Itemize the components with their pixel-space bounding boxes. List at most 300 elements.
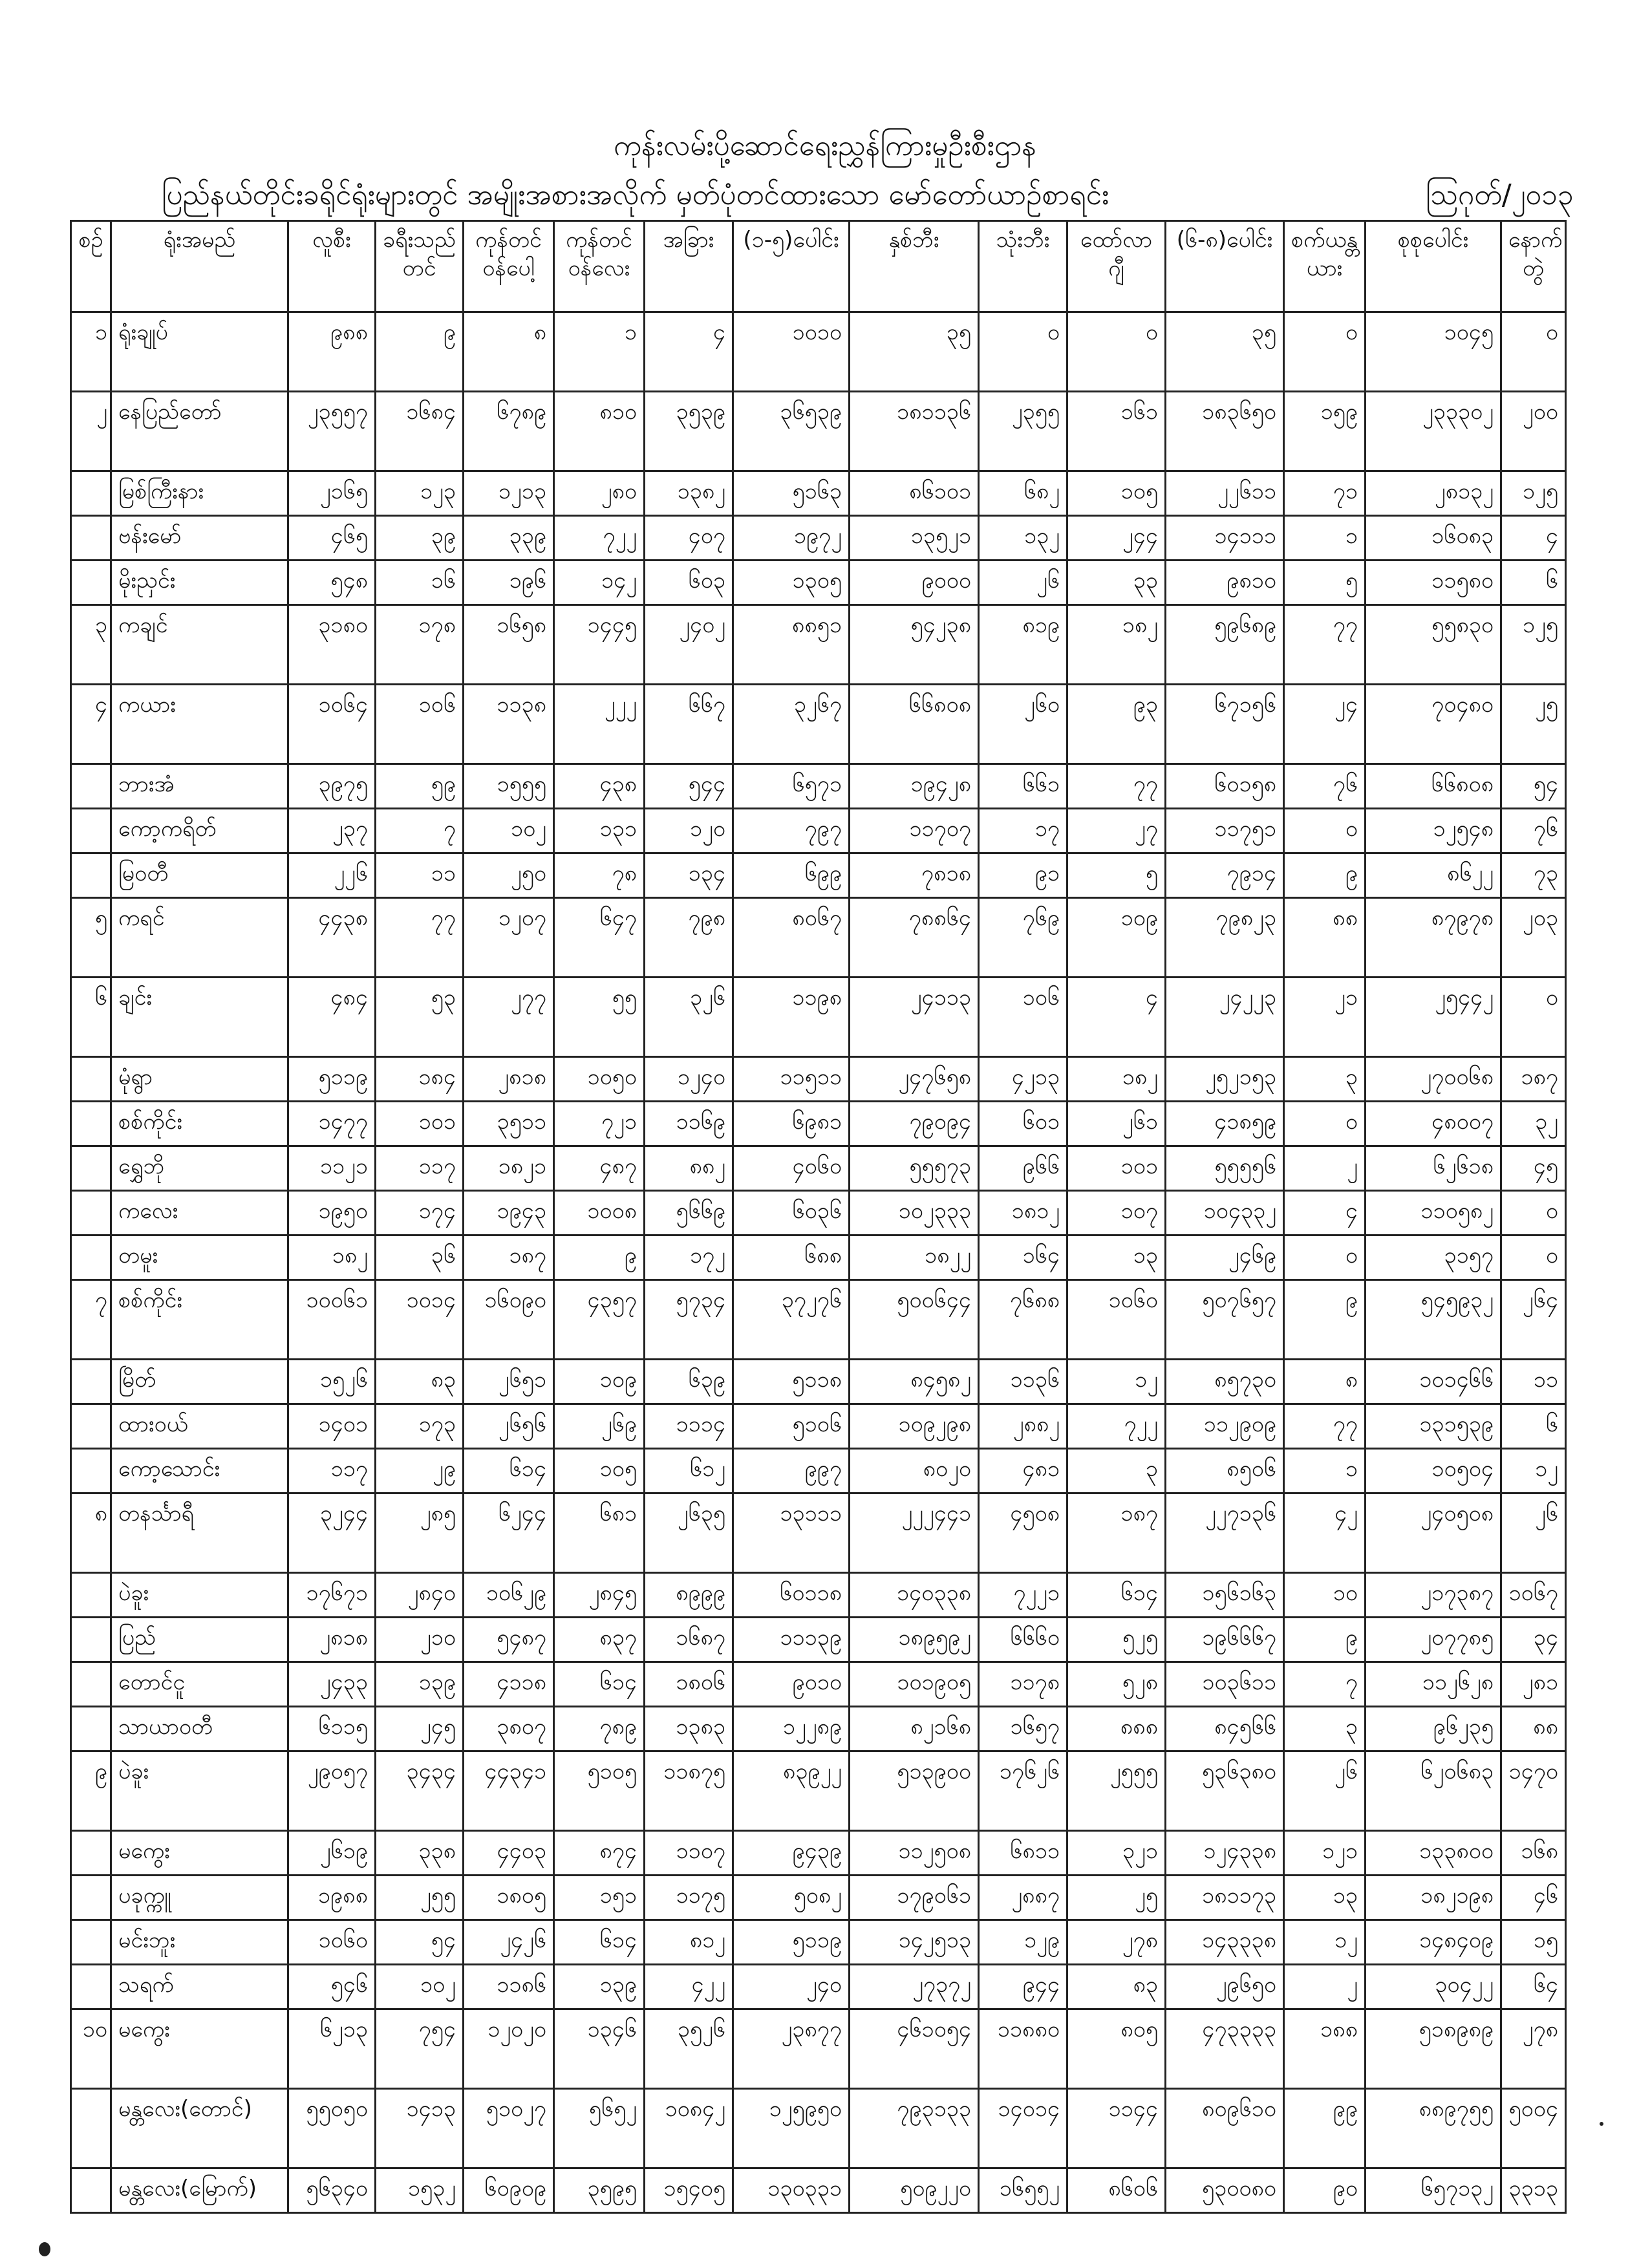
row-value-cell: ၈၇၉၇၈ xyxy=(1366,898,1501,978)
row-office-name: မင်းဘူး xyxy=(111,1920,288,1965)
table-row xyxy=(71,1831,1566,1876)
row-value-cell: ၁၄၀၃၃၈ xyxy=(850,1573,979,1618)
row-value-cell: ၉၈၁၀ xyxy=(1166,561,1284,605)
row-value-cell: ၇၉၈ xyxy=(645,898,733,978)
row-value-cell: ၅၄ xyxy=(1501,764,1566,809)
row-value-cell: ၀ xyxy=(1067,312,1166,392)
table-row xyxy=(71,809,1566,853)
row-value-cell: ၁၀၂ xyxy=(376,1965,464,2009)
row-value-cell: ၁ xyxy=(1284,516,1366,561)
row-value-cell: ၄၈၀၀၇ xyxy=(1366,1102,1501,1146)
row-value-cell: ၁၂ xyxy=(1501,1449,1566,1493)
row-value-cell: ၅၃၆၃၈၀ xyxy=(1166,1751,1284,1831)
table-row xyxy=(71,853,1566,898)
table-row xyxy=(71,1920,1566,1965)
row-value-cell: ၇၈ xyxy=(554,853,645,898)
table-row xyxy=(71,1751,1566,1831)
row-value-cell: ၀ xyxy=(1501,1236,1566,1280)
row-value-cell: ၆၈၁ xyxy=(554,1493,645,1573)
row-value-cell: ၄၃၈ xyxy=(554,764,645,809)
col-header-grand-total: စုစုပေါင်း xyxy=(1366,221,1501,312)
row-value-cell: ၁၀၆၀ xyxy=(288,1920,376,1965)
row-value-cell: ၁၄၂၅၁၃ xyxy=(850,1920,979,1965)
row-value-cell: ၅၁၆၃ xyxy=(733,471,850,516)
row-value-cell: ၄၀၆၀ xyxy=(733,1146,850,1191)
row-value-cell: ၁၀ xyxy=(1284,1573,1366,1618)
row-value-cell: ၂၈၈၂ xyxy=(979,1404,1067,1449)
row-value-cell: ၁၈၉၅၉၂ xyxy=(850,1618,979,1662)
row-value-cell: ၉၉ xyxy=(1284,2089,1366,2168)
row-value-cell: ၁၀၄၃၃၂ xyxy=(1166,1191,1284,1236)
row-value-cell: ၁၈၇ xyxy=(464,1236,554,1280)
row-value-cell: ၂၆၁ xyxy=(1067,1102,1166,1146)
row-value-cell: ၇၉၁၄ xyxy=(1166,853,1284,898)
row-value-cell: ၆၁၄ xyxy=(464,1449,554,1493)
row-value-cell: ၁၂၅ xyxy=(1501,471,1566,516)
row-value-cell: ၅၁၀၆ xyxy=(733,1404,850,1449)
row-value-cell: ၉၁ xyxy=(979,853,1067,898)
row-value-cell: ၅၄ xyxy=(376,1920,464,1965)
row-value-cell: ၄၄၃၈ xyxy=(288,898,376,978)
row-value-cell: ၂၅၄၄၂ xyxy=(1366,978,1501,1057)
row-value-cell: ၉၀၁၀ xyxy=(733,1662,850,1707)
row-value-cell: ၁၂၀၂၀ xyxy=(464,2009,554,2089)
row-value-cell: ၁၆၅၇ xyxy=(979,1707,1067,1751)
row-value-cell: ၂၈၀ xyxy=(554,471,645,516)
row-value-cell: ၂၇၈ xyxy=(1501,2009,1566,2089)
row-value-cell: ၁၇၃ xyxy=(376,1404,464,1449)
row-value-cell: ၃၅၉၅ xyxy=(554,2168,645,2213)
row-office-name: ရွှေဘို xyxy=(111,1146,288,1191)
table-row xyxy=(71,2009,1566,2089)
row-value-cell: ၁၃၅၂၁ xyxy=(850,516,979,561)
row-value-cell: ၁၈၀၅ xyxy=(464,1876,554,1920)
row-value-cell: ၁၆၅၈ xyxy=(464,605,554,685)
row-value-cell: ၈၁၀ xyxy=(554,392,645,471)
row-value-cell: ၁၃၁၁၁ xyxy=(733,1493,850,1573)
row-value-cell: ၃ xyxy=(1284,1057,1366,1102)
table-row xyxy=(71,1146,1566,1191)
row-value-cell: ၁၄၀၁ xyxy=(288,1404,376,1449)
row-value-cell: ၉ xyxy=(1284,1618,1366,1662)
row-value-cell: ၄ xyxy=(1501,516,1566,561)
row-value-cell: ၂၈၁၈ xyxy=(288,1618,376,1662)
row-value-cell: ၁၁ xyxy=(1501,1360,1566,1404)
row-serial: ၂ xyxy=(71,392,111,471)
row-value-cell: ၂၇၀၀၆၈ xyxy=(1366,1057,1501,1102)
row-value-cell: ၁၃၃၈၀၀ xyxy=(1366,1831,1501,1876)
row-value-cell: ၈၈၈ xyxy=(1067,1707,1166,1751)
row-value-cell: ၉၆၆ xyxy=(979,1146,1067,1191)
row-value-cell: ၁၈၁၁၃၆ xyxy=(850,392,979,471)
row-value-cell: ၈၀၉၆၁၀ xyxy=(1166,2089,1284,2168)
row-value-cell: ၆၃၉ xyxy=(645,1360,733,1404)
row-value-cell: ၁၆၈၄ xyxy=(376,392,464,471)
row-value-cell: ၇၆ xyxy=(1501,809,1566,853)
row-value-cell: ၉ xyxy=(1284,1280,1366,1360)
row-office-name: မြစ်ကြီးနား xyxy=(111,471,288,516)
row-value-cell: ၁၀၁၄၆၆ xyxy=(1366,1360,1501,1404)
row-value-cell: ၇၆၈၈ xyxy=(979,1280,1067,1360)
row-value-cell: ၂၇ xyxy=(1067,809,1166,853)
row-value-cell: ၆၈၈ xyxy=(733,1236,850,1280)
row-value-cell: ၁၄၃၃၃၈ xyxy=(1166,1920,1284,1965)
row-value-cell: ၂၈၁၃၂ xyxy=(1366,471,1501,516)
row-value-cell: ၇၂၂ xyxy=(554,516,645,561)
row-serial xyxy=(71,1146,111,1191)
row-value-cell: ၁၁၅၈၀ xyxy=(1366,561,1501,605)
row-value-cell: ၁၉၆ xyxy=(464,561,554,605)
row-value-cell: ၁၁၂၉၀၉ xyxy=(1166,1404,1284,1449)
row-value-cell: ၁၀၉ xyxy=(1067,898,1166,978)
row-value-cell: ၁၉၅၀ xyxy=(288,1191,376,1236)
col-header-office: ရုံးအမည် xyxy=(111,221,288,312)
row-value-cell: ၁၂၄၀ xyxy=(645,1057,733,1102)
row-value-cell: ၉၀ xyxy=(1284,2168,1366,2213)
row-value-cell: ၁၁၅၁၁ xyxy=(733,1057,850,1102)
vehicle-registration-table xyxy=(70,220,1567,2214)
row-value-cell: ၁၀၉ xyxy=(554,1360,645,1404)
row-value-cell: ၁၂ xyxy=(1284,1920,1366,1965)
table-row xyxy=(71,1360,1566,1404)
row-value-cell: ၆၆၇ xyxy=(645,685,733,764)
row-value-cell: ၁၄၄၅ xyxy=(554,605,645,685)
row-serial: ၅ xyxy=(71,898,111,978)
row-serial xyxy=(71,561,111,605)
row-value-cell: ၅၀၀၆၄၄ xyxy=(850,1280,979,1360)
row-serial xyxy=(71,1876,111,1920)
row-value-cell: ၁၂၀ xyxy=(645,809,733,853)
row-value-cell: ၁၃၈၃ xyxy=(645,1707,733,1751)
row-value-cell: ၁၁၁၃၉ xyxy=(733,1618,850,1662)
row-value-cell: ၆၀၉၀၉ xyxy=(464,2168,554,2213)
row-value-cell: ၁၇၆၇၁ xyxy=(288,1573,376,1618)
row-value-cell: ၃၅ xyxy=(1166,312,1284,392)
row-value-cell: ၅၁၈၉၈၉ xyxy=(1366,2009,1501,2089)
row-value-cell: ၂၄၂၆ xyxy=(464,1920,554,1965)
row-value-cell: ၄၃၅၇ xyxy=(554,1280,645,1360)
row-office-name: ပဲခူး xyxy=(111,1751,288,1831)
row-value-cell: ၁၇၂ xyxy=(645,1236,733,1280)
row-value-cell: ၅၀၇၆၅၇ xyxy=(1166,1280,1284,1360)
row-value-cell: ၂၈၈၇ xyxy=(979,1876,1067,1920)
row-value-cell: ၂၄၄ xyxy=(1067,516,1166,561)
row-serial xyxy=(71,1191,111,1236)
row-value-cell: ၇၉၀၉၄ xyxy=(850,1102,979,1146)
row-value-cell: ၅၀၉၂၂၀ xyxy=(850,2168,979,2213)
row-value-cell: ၈၃ xyxy=(1067,1965,1166,2009)
row-value-cell: ၁၆၄ xyxy=(979,1236,1067,1280)
row-office-name: တနင်္သာရီ xyxy=(111,1493,288,1573)
row-value-cell: ၃၉ xyxy=(376,516,464,561)
row-value-cell: ၈၀၆၇ xyxy=(733,898,850,978)
row-office-name: ဘားအံ xyxy=(111,764,288,809)
row-value-cell: ၅ xyxy=(1067,853,1166,898)
row-value-cell: ၄၀၇ xyxy=(645,516,733,561)
row-value-cell: ၂၇၃၇၂ xyxy=(850,1965,979,2009)
row-value-cell: ၂၆ xyxy=(1501,1493,1566,1573)
row-value-cell: ၄ xyxy=(645,312,733,392)
row-office-name: ကော့ကရိတ် xyxy=(111,809,288,853)
row-value-cell: ၁ xyxy=(554,312,645,392)
scan-mark xyxy=(1600,2122,1603,2126)
row-value-cell: ၁၈၇ xyxy=(1501,1057,1566,1102)
row-office-name: ပဲခူး xyxy=(111,1573,288,1618)
row-value-cell: ၉ xyxy=(554,1236,645,1280)
row-value-cell: ၅ xyxy=(1284,561,1366,605)
row-value-cell: ၃၅၁၁ xyxy=(464,1102,554,1146)
row-value-cell: ၉၀၀၀ xyxy=(850,561,979,605)
col-header-three-wheeler: သုံးဘီး xyxy=(979,221,1067,312)
col-header-subtotal-1-5: (၁-၅)ပေါင်း xyxy=(733,221,850,312)
row-value-cell: ၇၀၄၈၀ xyxy=(1366,685,1501,764)
row-value-cell: ၁၃၈၂ xyxy=(645,471,733,516)
row-value-cell: ၁၄၇၀ xyxy=(1501,1751,1566,1831)
row-value-cell: ၁၀၆၇ xyxy=(1501,1573,1566,1618)
row-value-cell: ၁၂၀၇ xyxy=(464,898,554,978)
row-value-cell: ၂၉၆၅၀ xyxy=(1166,1965,1284,2009)
row-value-cell: ၆၂၁၃ xyxy=(288,2009,376,2089)
row-value-cell: ၇၂၂၁ xyxy=(979,1573,1067,1618)
row-office-name: မန္တလေး(တောင်) xyxy=(111,2089,288,2168)
row-value-cell: ၂၆၄ xyxy=(1501,1280,1566,1360)
row-value-cell: ၂၇၇ xyxy=(464,978,554,1057)
col-header-bus: ခရီးသည်တင် xyxy=(376,221,464,312)
row-value-cell: ၁၂၃ xyxy=(376,471,464,516)
row-value-cell: ၂၈၄၀ xyxy=(376,1573,464,1618)
row-value-cell: ၁၀၃၆၁၁ xyxy=(1166,1662,1284,1707)
row-value-cell: ၁၁၉၈ xyxy=(733,978,850,1057)
row-value-cell: ၅၉ xyxy=(376,764,464,809)
row-value-cell: ၂၆ xyxy=(979,561,1067,605)
row-value-cell: ၆၆၈၀၈ xyxy=(1366,764,1501,809)
row-serial xyxy=(71,853,111,898)
row-value-cell: ၂၁၆၅ xyxy=(288,471,376,516)
row-value-cell: ၅၃၀၀၈၀ xyxy=(1166,2168,1284,2213)
row-value-cell: ၀ xyxy=(1284,1102,1366,1146)
row-value-cell: ၅၆၅၂ xyxy=(554,2089,645,2168)
row-serial xyxy=(71,516,111,561)
row-value-cell: ၁၇၈ xyxy=(376,605,464,685)
row-value-cell: ၁၃၉ xyxy=(554,1965,645,2009)
row-office-name: မုံရွာ xyxy=(111,1057,288,1102)
row-value-cell: ၁၄၂ xyxy=(554,561,645,605)
row-value-cell: ၁၆၀၈၃ xyxy=(1366,516,1501,561)
row-serial xyxy=(71,1920,111,1965)
row-value-cell: ၇ xyxy=(1284,1662,1366,1707)
row-value-cell: ၁ xyxy=(1284,1449,1366,1493)
row-value-cell: ၉၃ xyxy=(1067,685,1166,764)
row-value-cell: ၁၃ xyxy=(1284,1876,1366,1920)
table-row xyxy=(71,1102,1566,1146)
table-row xyxy=(71,1876,1566,1920)
row-value-cell: ၆၁၁၅ xyxy=(288,1707,376,1751)
row-value-cell: ၁၄၈၄၀၉ xyxy=(1366,1920,1501,1965)
row-office-name: မကွေး xyxy=(111,1831,288,1876)
row-value-cell: ၂၄၃၃ xyxy=(288,1662,376,1707)
row-value-cell: ၁၄၀၁၄ xyxy=(979,2089,1067,2168)
row-value-cell: ၇၈၉ xyxy=(554,1707,645,1751)
table-row xyxy=(71,1280,1566,1360)
row-value-cell: ၇၃ xyxy=(1501,853,1566,898)
row-value-cell: ၈၈၉၇၅၅ xyxy=(1366,2089,1501,2168)
row-value-cell: ၇၉၇ xyxy=(733,809,850,853)
row-office-name: နေပြည်တော် xyxy=(111,392,288,471)
table-row xyxy=(71,1573,1566,1618)
row-value-cell: ၁၃၄၆ xyxy=(554,2009,645,2089)
row-value-cell: ၃၄၃၄ xyxy=(376,1751,464,1831)
row-value-cell: ၁၈၈ xyxy=(1284,2009,1366,2089)
row-office-name: သာယာဝတီ xyxy=(111,1707,288,1751)
row-value-cell: ၅၁၁၉ xyxy=(288,1057,376,1102)
row-value-cell: ၁၃ xyxy=(1067,1236,1166,1280)
row-value-cell: ၇၇ xyxy=(1284,605,1366,685)
row-value-cell: ၂၉ xyxy=(376,1449,464,1493)
row-value-cell: ၁၁၈၇၅ xyxy=(645,1751,733,1831)
row-value-cell: ၁၁၄၄ xyxy=(1067,2089,1166,2168)
row-value-cell: ၁၂ xyxy=(1067,1360,1166,1404)
row-value-cell: ၃၁၈၀ xyxy=(288,605,376,685)
row-serial xyxy=(71,1404,111,1449)
row-value-cell: ၁၅၂၆ xyxy=(288,1360,376,1404)
row-value-cell: ၂၅၅ xyxy=(376,1876,464,1920)
row-value-cell: ၁၅၃၂ xyxy=(376,2168,464,2213)
row-value-cell: ၁၈၂၂ xyxy=(850,1236,979,1280)
row-value-cell: ၁၅၉ xyxy=(1284,392,1366,471)
row-value-cell: ၃၀၄၂၂ xyxy=(1366,1965,1501,2009)
row-value-cell: ၇၆၉ xyxy=(979,898,1067,978)
row-value-cell: ၄၂ xyxy=(1284,1493,1366,1573)
table-row xyxy=(71,898,1566,978)
row-value-cell: ၁၅ xyxy=(1501,1920,1566,1965)
row-office-name: ကလေး xyxy=(111,1191,288,1236)
row-office-name: စစ်ကိုင်း xyxy=(111,1280,288,1360)
row-value-cell: ၈၈ xyxy=(1501,1707,1566,1751)
row-value-cell: ၅၆၆၉ xyxy=(645,1191,733,1236)
row-value-cell: ၂၈၁၈ xyxy=(464,1057,554,1102)
row-value-cell: ၂၆၁၉ xyxy=(288,1831,376,1876)
col-header-heavy-truck: ကုန်တင်ဝန်လေး xyxy=(554,221,645,312)
table-row xyxy=(71,978,1566,1057)
row-value-cell: ၅၁၁၉ xyxy=(733,1920,850,1965)
row-value-cell: ၂၈၅ xyxy=(376,1493,464,1573)
row-value-cell: ၁၂၉ xyxy=(979,1920,1067,1965)
row-serial: ၁ xyxy=(71,312,111,392)
row-value-cell: ၃၂၆၇ xyxy=(733,685,850,764)
row-office-name: တောင်ငူ xyxy=(111,1662,288,1707)
row-value-cell: ၆၀၃၆ xyxy=(733,1191,850,1236)
row-value-cell: ၁၁၈၆ xyxy=(464,1965,554,2009)
row-value-cell: ၁၁၁၄ xyxy=(645,1404,733,1449)
table-header-row xyxy=(71,221,1566,312)
col-header-subtotal-6-8: (၆-၈)ပေါင်း xyxy=(1166,221,1284,312)
row-value-cell: ၈၄၅၆၆ xyxy=(1166,1707,1284,1751)
row-value-cell: ၁၁၀၇ xyxy=(645,1831,733,1876)
row-value-cell: ၁၆၀၉၀ xyxy=(464,1280,554,1360)
row-value-cell: ၆၅၇၁၃၂ xyxy=(1366,2168,1501,2213)
row-value-cell: ၄၈၄ xyxy=(288,978,376,1057)
row-value-cell: ၅၀၀၄ xyxy=(1501,2089,1566,2168)
row-value-cell: ၄၈၁ xyxy=(979,1449,1067,1493)
row-value-cell: ၂၄၀၅၀၈ xyxy=(1366,1493,1501,1573)
row-value-cell: ၄၅၀၈ xyxy=(979,1493,1067,1573)
row-value-cell: ၁၀၁၉၀၅ xyxy=(850,1662,979,1707)
row-office-name: ချင်း xyxy=(111,978,288,1057)
row-value-cell: ၅၄၈၇ xyxy=(464,1618,554,1662)
row-value-cell: ၁၂၅၄၈ xyxy=(1366,809,1501,853)
row-value-cell: ၉၈၈ xyxy=(288,312,376,392)
row-value-cell: ၀ xyxy=(1501,312,1566,392)
row-value-cell: ၇၉၈၂၃ xyxy=(1166,898,1284,978)
row-value-cell: ၁၀၆၄ xyxy=(288,685,376,764)
row-value-cell: ၀ xyxy=(979,312,1067,392)
row-value-cell: ၅၇၃၄ xyxy=(645,1280,733,1360)
row-value-cell: ၁၂၂၈၉ xyxy=(733,1707,850,1751)
row-value-cell: ၀ xyxy=(1501,978,1566,1057)
row-serial xyxy=(71,1965,111,2009)
row-value-cell: ၅၁၃၉၀၀ xyxy=(850,1751,979,1831)
row-serial xyxy=(71,1449,111,1493)
row-value-cell: ၁၇ xyxy=(979,809,1067,853)
row-value-cell: ၁၅၄၀၅ xyxy=(645,2168,733,2213)
row-value-cell: ၁၀၇ xyxy=(1067,1191,1166,1236)
row-value-cell: ၂၂၆၁၁ xyxy=(1166,471,1284,516)
row-value-cell: ၁၉၇၂ xyxy=(733,516,850,561)
row-serial xyxy=(71,2089,111,2168)
row-serial: ၃ xyxy=(71,605,111,685)
row-value-cell: ၂၅၂၁၅၃ xyxy=(1166,1057,1284,1102)
document-title: ကုန်းလမ်းပို့ဆောင်ရေးညွှန်ကြားမှုဦးစီးဌာန xyxy=(613,129,1037,162)
row-office-name: ပခုက္ကူ xyxy=(111,1876,288,1920)
table-row xyxy=(71,1404,1566,1449)
row-value-cell: ၁၀၂ xyxy=(464,809,554,853)
row-value-cell: ၃၂ xyxy=(1501,1102,1566,1146)
row-value-cell: ၁၁၃၈ xyxy=(464,685,554,764)
row-value-cell: ၈၄၅၈၂ xyxy=(850,1360,979,1404)
row-serial: ၆ xyxy=(71,978,111,1057)
row-value-cell: ၁၁၇၅ xyxy=(645,1876,733,1920)
row-value-cell: ၁၄၇၇ xyxy=(288,1102,376,1146)
row-office-name: ကယား xyxy=(111,685,288,764)
row-value-cell: ၉၉၇ xyxy=(733,1449,850,1493)
row-office-name: မြဝတီ xyxy=(111,853,288,898)
col-header-passenger-car: လူစီး xyxy=(288,221,376,312)
row-value-cell: ၂၁၀ xyxy=(376,1618,464,1662)
document-date: ဩဂုတ်/၂၀၁၃ xyxy=(1426,178,1574,211)
row-value-cell: ၂၂၇၁၃၆ xyxy=(1166,1493,1284,1573)
row-value-cell: ၁၆၈၇ xyxy=(645,1618,733,1662)
row-value-cell: ၁၄၁၃ xyxy=(376,2089,464,2168)
row-value-cell: ၁၈၁၁၇၃ xyxy=(1166,1876,1284,1920)
row-value-cell: ၇၂၁ xyxy=(554,1102,645,1146)
row-value-cell: ၁၀၆၀ xyxy=(1067,1280,1166,1360)
row-value-cell: ၁၂၁ xyxy=(1284,1831,1366,1876)
row-serial: ၇ xyxy=(71,1280,111,1360)
row-value-cell: ၁၅၆၁၆၃ xyxy=(1166,1573,1284,1618)
row-value-cell: ၂ xyxy=(1284,1146,1366,1191)
row-value-cell: ၁၀၅ xyxy=(1067,471,1166,516)
row-value-cell: ၃၂၄၄ xyxy=(288,1493,376,1573)
row-value-cell: ၂၁ xyxy=(1284,978,1366,1057)
row-value-cell: ၀ xyxy=(1284,1236,1366,1280)
row-value-cell: ၂၄၀၂ xyxy=(645,605,733,685)
row-value-cell: ၄၂၁၃ xyxy=(979,1057,1067,1102)
row-value-cell: ၁၆၁ xyxy=(1067,392,1166,471)
row-value-cell: ၁၀၅၀ xyxy=(554,1057,645,1102)
row-serial xyxy=(71,1662,111,1707)
row-value-cell: ၁၀၁ xyxy=(376,1102,464,1146)
row-value-cell: ၆၀၃ xyxy=(645,561,733,605)
